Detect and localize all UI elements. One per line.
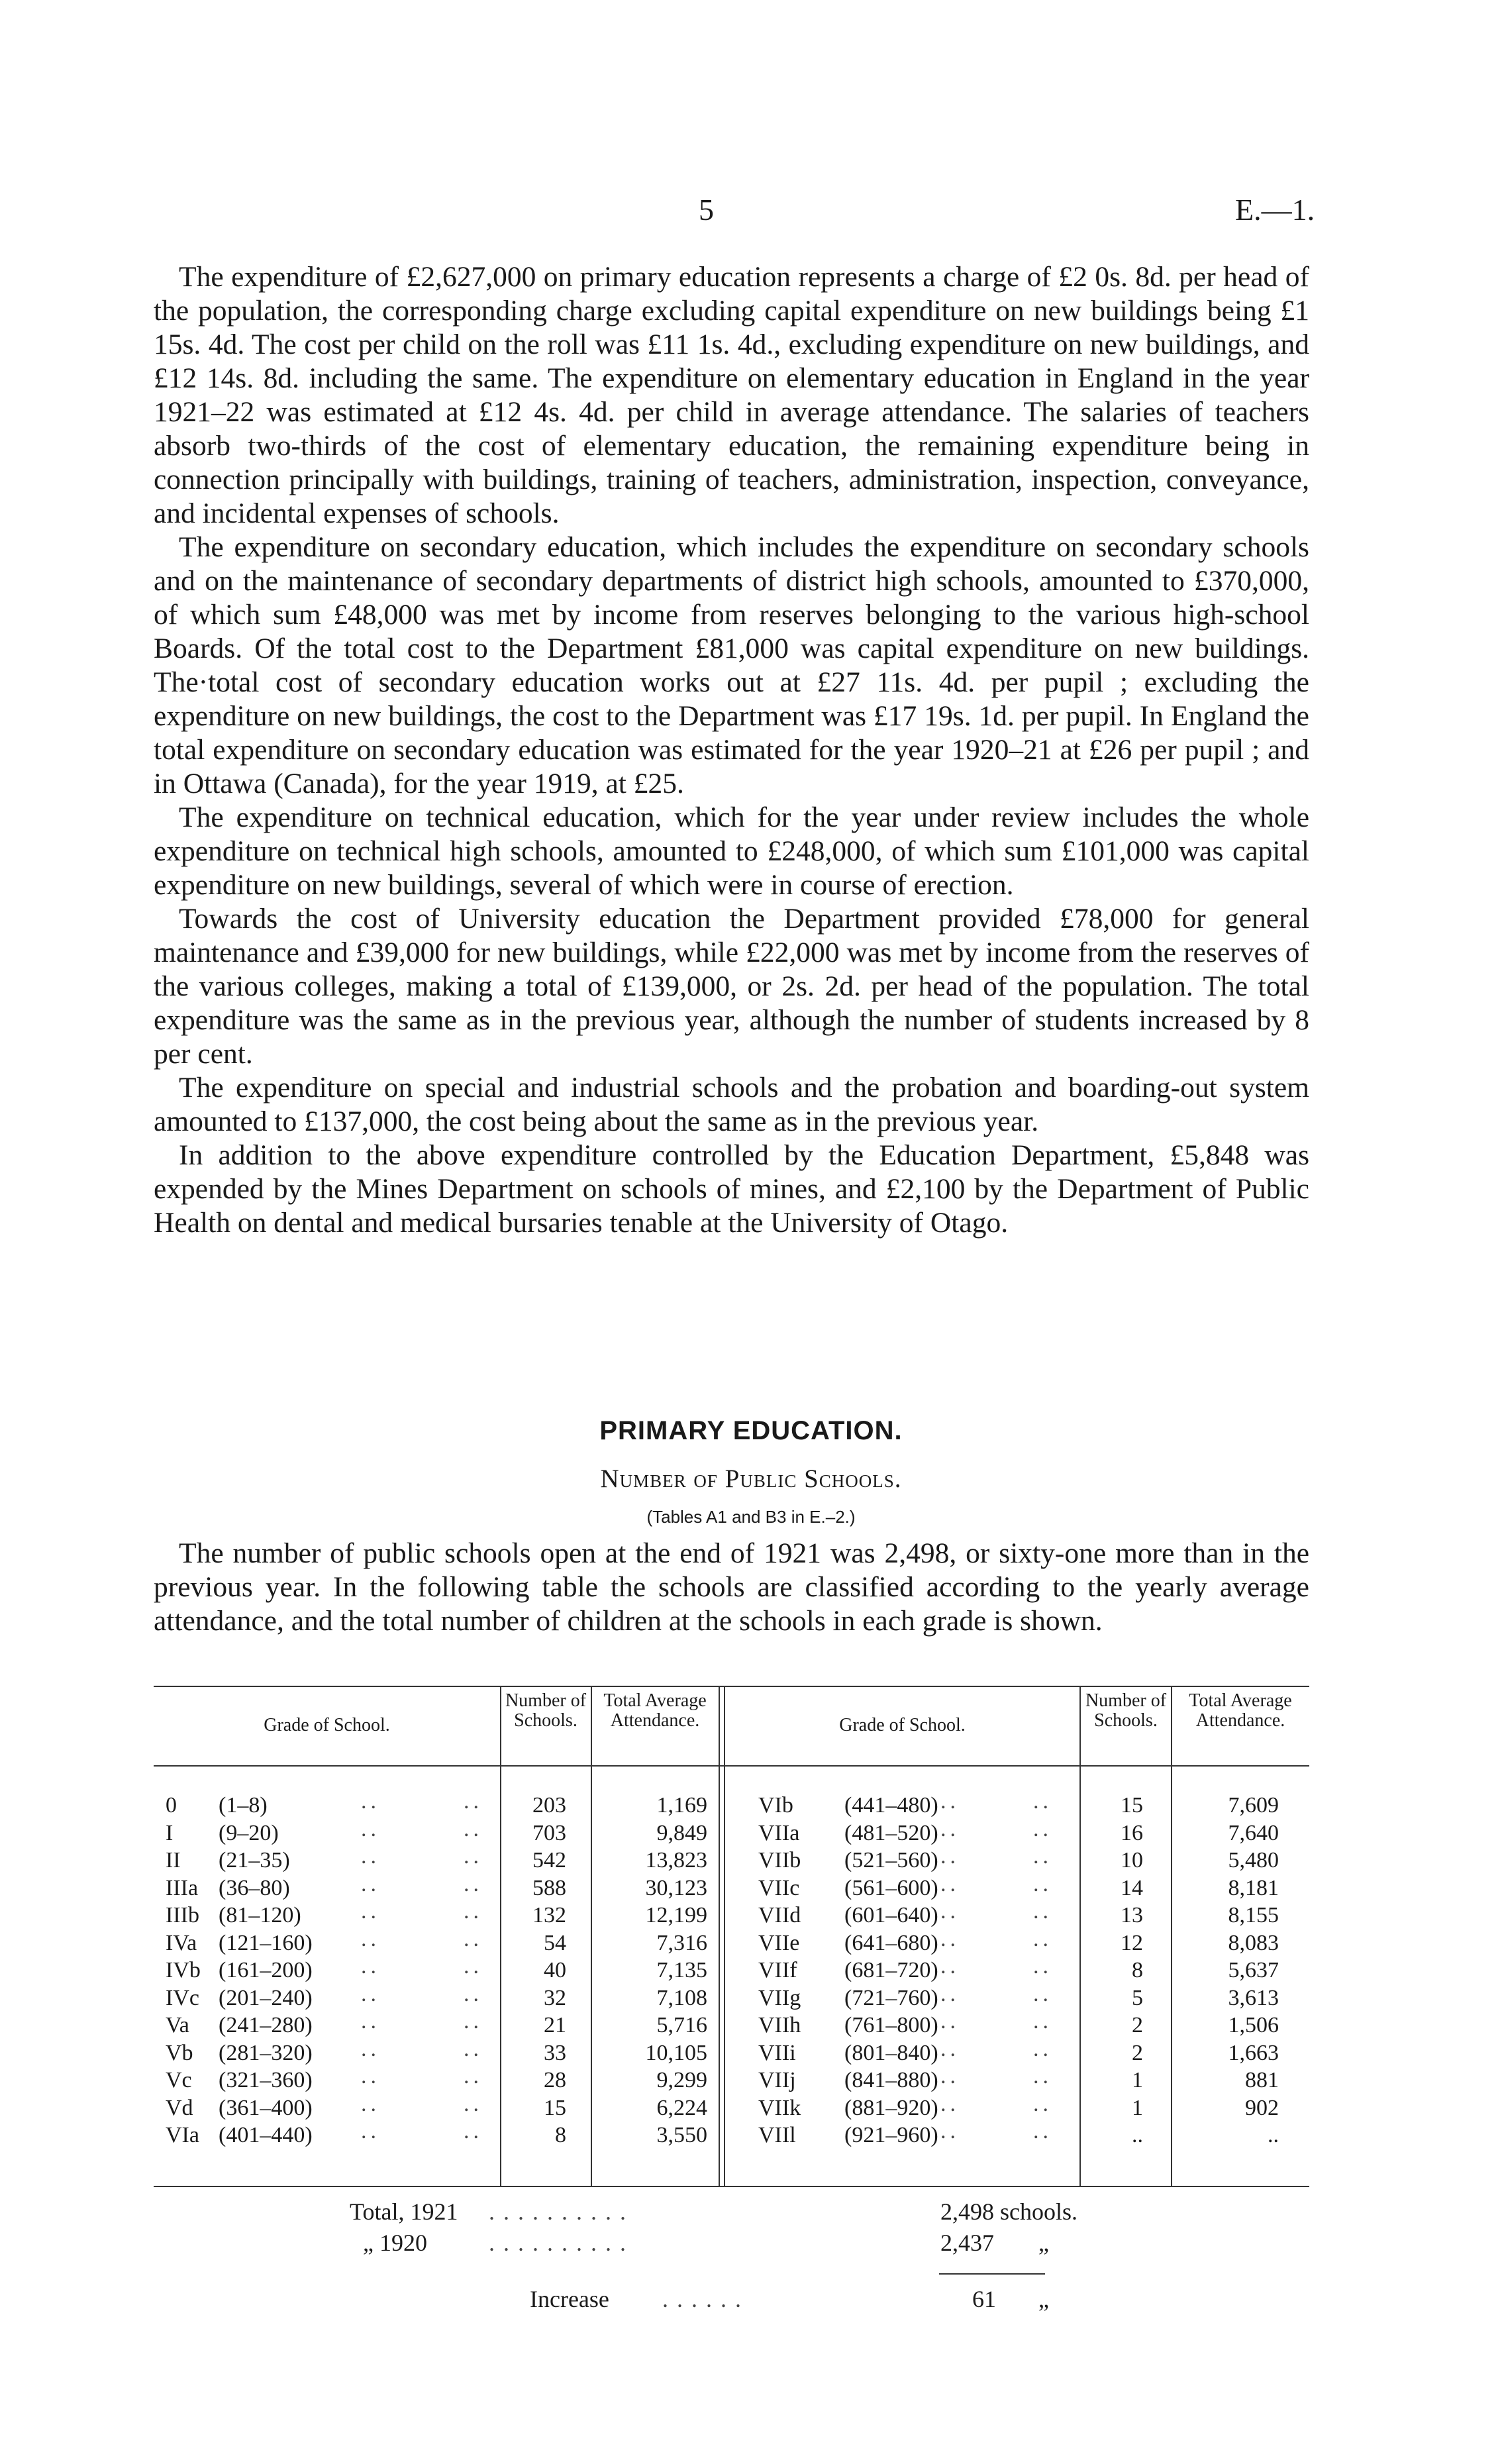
header-attendance-right: Total Average Attendance. (1189, 1690, 1292, 1731)
attendance-value: 30,123 (645, 1875, 707, 1900)
attendance-value: 8,083 (1228, 1930, 1279, 1955)
grade-label: I (166, 1820, 174, 1845)
school-count: 15 (544, 2095, 566, 2120)
leader-dots: .. (361, 2009, 380, 2033)
attendance-value: 8,181 (1228, 1875, 1279, 1900)
leader-dots: .. (361, 1844, 380, 1869)
leader-dots: .. (464, 1926, 483, 1951)
school-count: 28 (544, 2068, 566, 2092)
grade-range: (761–800) (844, 2013, 938, 2037)
total-1920-label: „ 1920 (363, 2230, 427, 2256)
paragraph: In addition to the above expenditure controlled by the Education Department, £5,848 was expended by the Mines Department on schools of mines, and £2,100 by the Department of Public Health on dental and medical bursaries tenable at the University of Otago. (154, 1139, 1309, 1239)
school-count: 15 (1121, 1793, 1143, 1818)
school-count: 54 (544, 1930, 566, 1955)
leader-dots: .. (464, 2091, 483, 2116)
header-number-left: Number of Schools. (505, 1690, 587, 1731)
grade-label: VIIc (758, 1875, 800, 1900)
school-count: 13 (1121, 1903, 1143, 1927)
column-divider (719, 1686, 720, 2186)
grade-range: (801–840) (844, 2040, 938, 2065)
school-count: 703 (532, 1820, 566, 1845)
header-attendance-left: Total Average Attendance. (603, 1690, 707, 1731)
leader-dots: .. (1033, 2119, 1052, 2143)
leader-dots: .. (1033, 1981, 1052, 2006)
attendance-value: 5,716 (656, 2013, 707, 2037)
school-count: 8 (1132, 1958, 1143, 1982)
school-count: 10 (1121, 1848, 1143, 1873)
attendance-value: 902 (1245, 2095, 1279, 2120)
leader-dots: .. (940, 1871, 960, 1896)
grade-range: (21–35) (219, 1848, 290, 1873)
school-count: 16 (1121, 1820, 1143, 1845)
grade-label: VIIj (758, 2068, 796, 2092)
school-count: 5 (1132, 1985, 1143, 2010)
attendance-value: 10,105 (645, 2040, 707, 2065)
paragraph: The expenditure on secondary education, which includes the expenditure on secondary schools and on the maintenance of secondary departments of district high schools, amounted to £370,000, of which sum £48,000 was met by income from reserves belonging to the various high-school Boards. Of the total cost to the Department £81,000 was capital expenditure on new buildings. The·total cost of secondary education works out at £27 11s. 4d. per pupil ; excluding the expenditure on new buildings, the cost to the Department was £17 19s. 1d. per pupil. In England the total expenditure on secondary education was estimated for the year 1920–21 at £26 per pupil ; and in Ottawa (Canada), for the year 1919, at £25. (154, 531, 1309, 799)
grade-range: (561–600) (844, 1875, 938, 1900)
grade-label: VIIa (758, 1820, 800, 1845)
school-count: 21 (544, 2013, 566, 2037)
leader-dots: .. (361, 1789, 380, 1814)
leader-dots: .. (464, 1981, 483, 2006)
attendance-value: 7,108 (656, 1985, 707, 2010)
grade-label: Vd (166, 2095, 193, 2120)
school-count: 1 (1132, 2068, 1143, 2092)
total-1921-value: 2,498 schools. (940, 2198, 1077, 2225)
grade-range: (921–960) (844, 2123, 938, 2147)
attendance-value: 13,823 (645, 1848, 707, 1873)
leader-dots: . . . . . . (662, 2286, 742, 2312)
header-grade-left: Grade of School. (264, 1715, 390, 1735)
leader-dots: .. (1033, 2064, 1052, 2088)
leader-dots: .. (361, 1816, 380, 1841)
leader-dots: .. (464, 1899, 483, 1924)
school-count: 2 (1132, 2040, 1143, 2065)
leader-dots: .. (361, 2119, 380, 2143)
column-divider (1079, 1686, 1081, 2186)
attendance-value: 7,135 (656, 1958, 707, 1982)
leader-dots: .. (1033, 1899, 1052, 1924)
grade-label: Vb (166, 2040, 193, 2065)
grade-label: Va (166, 2013, 189, 2037)
leader-dots: .. (1033, 1789, 1052, 1814)
leader-dots: .. (940, 1926, 960, 1951)
total-1921-label: Total, 1921 (350, 2198, 458, 2225)
leader-dots: .. (940, 1816, 960, 1841)
total-1920-unit: „ (1038, 2230, 1049, 2256)
section-subtitle: Number of Public Schools. (600, 1464, 902, 1493)
school-count: 2 (1132, 2013, 1143, 2037)
school-count: 542 (532, 1848, 566, 1873)
header-number-right: Number of Schools. (1085, 1690, 1167, 1731)
grade-range: (361–400) (219, 2095, 313, 2120)
leader-dots: .. (361, 1954, 380, 1978)
attendance-value: 7,640 (1228, 1820, 1279, 1845)
school-count: 203 (532, 1793, 566, 1818)
grade-label: VIIl (758, 2123, 796, 2147)
total-1920-value: 2,437 (940, 2230, 994, 2256)
leader-dots: .. (464, 1871, 483, 1896)
leader-dots: .. (940, 1954, 960, 1978)
grade-label: II (166, 1848, 181, 1873)
grade-range: (521–560) (844, 1848, 938, 1873)
attendance-value: 881 (1245, 2068, 1279, 2092)
leader-dots: .. (940, 2036, 960, 2061)
leader-dots: .. (940, 2091, 960, 2116)
grade-range: (881–920) (844, 2095, 938, 2120)
paragraph: Towards the cost of University education the Department provided £78,000 for general maintenance and £39,000 for new buildings, while £22,000 was met by income from the reserves of the various colleges, making a total of £139,000, or 2s. 2d. per head of the population. The total expenditure was the same as in the previous year, although the number of students increased by 8 per cent. (154, 903, 1309, 1070)
leader-dots: .. (361, 2091, 380, 2116)
page-number: 5 (699, 193, 714, 227)
sum-rule (939, 2273, 1045, 2275)
section-title: PRIMARY EDUCATION. (599, 1416, 903, 1445)
leader-dots: .. (361, 1981, 380, 2006)
grade-range: (721–760) (844, 1985, 938, 2010)
increase-unit: „ (1038, 2286, 1049, 2312)
leader-dots: .. (464, 1844, 483, 1869)
leader-dots: . . . . . . . . . . (489, 2230, 627, 2256)
attendance-value: 1,506 (1228, 2013, 1279, 2037)
grade-label: VIIg (758, 1985, 801, 2010)
leader-dots: .. (940, 1981, 960, 2006)
attendance-value: .. (1268, 2123, 1279, 2147)
attendance-value: 12,199 (645, 1903, 707, 1927)
table-bottom-rule (154, 2186, 1309, 2187)
school-count: 132 (532, 1903, 566, 1927)
increase-value: 61 (972, 2286, 996, 2312)
leader-dots: .. (464, 2009, 483, 2033)
leader-dots: .. (361, 1899, 380, 1924)
grade-range: (841–880) (844, 2068, 938, 2092)
grade-label: VIb (758, 1793, 793, 1818)
document-code: E.—1. (1235, 193, 1315, 227)
grade-range: (201–240) (219, 1985, 313, 2010)
grade-label: IVa (166, 1930, 197, 1955)
column-divider (591, 1686, 592, 2186)
grade-label: 0 (166, 1793, 177, 1818)
leader-dots: .. (361, 1871, 380, 1896)
leader-dots: .. (940, 1899, 960, 1924)
grade-label: VIIf (758, 1958, 797, 1982)
leader-dots: .. (940, 2119, 960, 2143)
attendance-value: 9,299 (656, 2068, 707, 2092)
leader-dots: .. (464, 2036, 483, 2061)
leader-dots: .. (464, 2064, 483, 2088)
column-divider (1171, 1686, 1172, 2186)
leader-dots: .. (361, 2064, 380, 2088)
school-count: 14 (1121, 1875, 1143, 1900)
leader-dots: .. (464, 1954, 483, 1978)
grade-label: VIIb (758, 1848, 801, 1873)
tables-reference-note: (Tables A1 and B3 in E.–2.) (646, 1507, 856, 1527)
leader-dots: .. (361, 2036, 380, 2061)
school-count: 32 (544, 1985, 566, 2010)
intro-text (154, 260, 1309, 1240)
leader-dots: .. (361, 1926, 380, 1951)
attendance-value: 1,663 (1228, 2040, 1279, 2065)
leader-dots: .. (1033, 2009, 1052, 2033)
grade-range: (1–8) (219, 1793, 268, 1818)
grade-label: Vc (166, 2068, 192, 2092)
grade-label: VIIk (758, 2095, 801, 2120)
paragraph: The number of public schools open at the end of 1921 was 2,498, or sixty-one more than in the previous year. In the following table the schools are classified according to the yearly average attendance, and the total number of children at the schools in each grade is shown. (154, 1537, 1309, 1637)
leader-dots: .. (1033, 2091, 1052, 2116)
school-count: 588 (532, 1875, 566, 1900)
school-count: 12 (1121, 1930, 1143, 1955)
leader-dots: .. (1033, 1926, 1052, 1951)
grade-range: (441–480) (844, 1793, 938, 1818)
grade-label: IIIa (166, 1875, 199, 1900)
leader-dots: .. (464, 1816, 483, 1841)
school-count: 33 (544, 2040, 566, 2065)
leader-dots: .. (1033, 1816, 1052, 1841)
grade-label: VIIh (758, 2013, 801, 2037)
attendance-value: 1,169 (656, 1793, 707, 1818)
leader-dots: .. (940, 2064, 960, 2088)
attendance-value: 8,155 (1228, 1903, 1279, 1927)
leader-dots: .. (1033, 2036, 1052, 2061)
grade-label: IVc (166, 1985, 199, 2010)
paragraph: The expenditure of £2,627,000 on primary education represents a charge of £2 0s. 8d. per head of the population, the corresponding charge excluding capital expenditure on new buildings being £1 15s. 4d. The cost per child on the roll was £11 1s. 4d., excluding expenditure on new buildings, and £12 14s. 8d. including the same. The expenditure on elementary education in England in the year 1921–22 was estimated at £12 4s. 4d. per child in average attendance. The salaries of teachers absorb two-thirds of the cost of elementary education, the remaining expenditure being in connection principally with buildings, training of teachers, administration, inspection, conveyance, and incidental expenses of schools. (154, 261, 1309, 529)
grade-range: (321–360) (219, 2068, 313, 2092)
grade-range: (9–20) (219, 1820, 279, 1845)
leader-dots: .. (940, 2009, 960, 2033)
paragraph: The expenditure on special and industrial schools and the probation and boarding-out system amounted to £137,000, the cost being about the same as in the previous year. (154, 1072, 1309, 1137)
leader-dots: . . . . . . . . . . (489, 2198, 627, 2225)
grade-range: (401–440) (219, 2123, 313, 2147)
grade-range: (121–160) (219, 1930, 313, 1955)
grade-label: VIIe (758, 1930, 800, 1955)
grade-range: (241–280) (219, 2013, 313, 2037)
header-grade-right: Grade of School. (839, 1715, 966, 1735)
attendance-value: 5,480 (1228, 1848, 1279, 1873)
attendance-value: 9,849 (656, 1820, 707, 1845)
grade-range: (681–720) (844, 1958, 938, 1982)
leader-dots: .. (1033, 1871, 1052, 1896)
grade-range: (641–680) (844, 1930, 938, 1955)
grade-range: (281–320) (219, 2040, 313, 2065)
school-count: 40 (544, 1958, 566, 1982)
attendance-value: 5,637 (1228, 1958, 1279, 1982)
attendance-value: 3,613 (1228, 1985, 1279, 2010)
paragraph: The expenditure on technical education, which for the year under review includes the whole expenditure on technical high schools, amounted to £248,000, of which sum £101,000 was capital expenditure on new buildings, several of which were in course of erection. (154, 801, 1309, 901)
increase-label: Increase (530, 2286, 609, 2312)
column-divider (724, 1686, 725, 2186)
grade-label: IIIb (166, 1903, 199, 1927)
grade-label: VIa (166, 2123, 199, 2147)
grade-range: (161–200) (219, 1958, 313, 1982)
leader-dots: .. (940, 1844, 960, 1869)
attendance-value: 7,609 (1228, 1793, 1279, 1818)
leader-dots: .. (464, 1789, 483, 1814)
grade-label: VIIi (758, 2040, 796, 2065)
grade-range: (481–520) (844, 1820, 938, 1845)
school-count: 1 (1132, 2095, 1143, 2120)
leader-dots: .. (464, 2119, 483, 2143)
leader-dots: .. (1033, 1954, 1052, 1978)
attendance-value: 3,550 (656, 2123, 707, 2147)
grade-label: IVb (166, 1958, 201, 1982)
table-header-rule (154, 1765, 1309, 1767)
column-divider (500, 1686, 501, 2186)
grade-range: (81–120) (219, 1903, 301, 1927)
school-count: .. (1132, 2123, 1143, 2147)
schools-paragraph (154, 1537, 1309, 1638)
leader-dots: .. (1033, 1844, 1052, 1869)
grade-range: (601–640) (844, 1903, 938, 1927)
leader-dots: .. (940, 1789, 960, 1814)
table-top-rule (154, 1686, 1309, 1687)
attendance-value: 6,224 (656, 2095, 707, 2120)
attendance-value: 7,316 (656, 1930, 707, 1955)
school-count: 8 (555, 2123, 566, 2147)
grade-range: (36–80) (219, 1875, 290, 1900)
grade-label: VIId (758, 1903, 801, 1927)
